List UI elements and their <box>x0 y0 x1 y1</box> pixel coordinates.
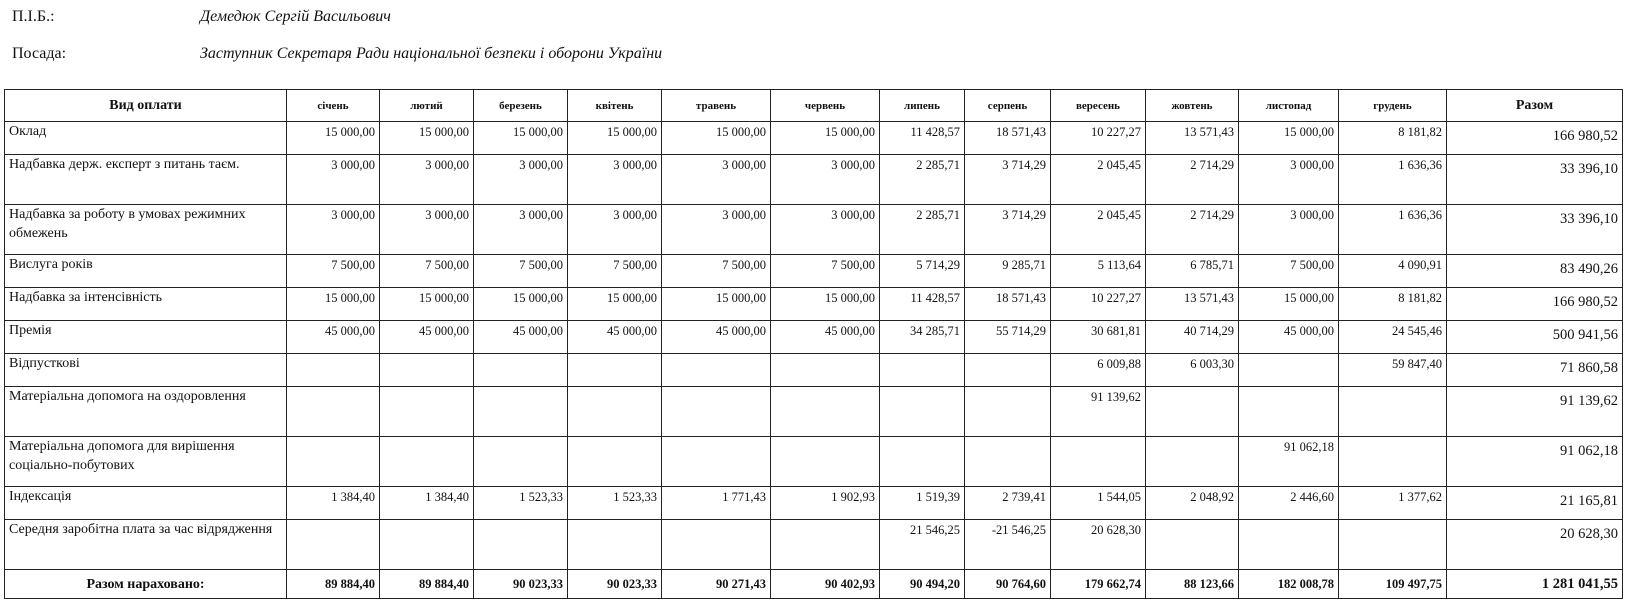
row-label: Вислуга років <box>5 255 287 288</box>
position-label: Посада: <box>12 45 67 62</box>
month-value-cell: 3 000,00 <box>771 155 880 205</box>
month-value-cell: 1 384,40 <box>380 487 474 520</box>
month-value-cell <box>880 387 965 437</box>
row-label: Премія <box>5 321 287 354</box>
month-value-cell <box>380 354 474 387</box>
month-value-cell: 3 000,00 <box>287 155 380 205</box>
month-value-cell: 7 500,00 <box>380 255 474 288</box>
month-value-cell: 45 000,00 <box>771 321 880 354</box>
row-total-cell: 21 165,81 <box>1447 487 1623 520</box>
month-value-cell: 2 285,71 <box>880 205 965 255</box>
month-value-cell: 15 000,00 <box>662 122 771 155</box>
month-value-cell: 15 000,00 <box>1239 288 1339 321</box>
month-value-cell <box>474 387 568 437</box>
row-total-cell: 166 980,52 <box>1447 122 1623 155</box>
summary-month-cell: 90 764,60 <box>965 570 1051 599</box>
month-value-cell <box>880 354 965 387</box>
month-value-cell: 1 771,43 <box>662 487 771 520</box>
month-value-cell: 15 000,00 <box>287 288 380 321</box>
month-value-cell: 7 500,00 <box>1239 255 1339 288</box>
table-row <box>5 155 1623 205</box>
month-value-cell: 11 428,57 <box>880 122 965 155</box>
month-value-cell: 15 000,00 <box>1239 122 1339 155</box>
month-value-cell: 15 000,00 <box>380 122 474 155</box>
month-value-cell: 1 523,33 <box>568 487 662 520</box>
month-value-cell: 8 181,82 <box>1339 288 1447 321</box>
month-value-cell: 15 000,00 <box>380 288 474 321</box>
month-value-cell: 2 048,92 <box>1146 487 1239 520</box>
month-value-cell: 3 714,29 <box>965 155 1051 205</box>
row-total-cell: 33 396,10 <box>1447 155 1623 205</box>
month-value-cell: 7 500,00 <box>662 255 771 288</box>
col-header-payment-type: Вид оплати <box>5 90 287 122</box>
month-value-cell: 2 714,29 <box>1146 155 1239 205</box>
summary-month-cell: 90 271,43 <box>662 570 771 599</box>
month-value-cell: 13 571,43 <box>1146 288 1239 321</box>
month-value-cell: 3 000,00 <box>662 205 771 255</box>
month-value-cell: 7 500,00 <box>287 255 380 288</box>
month-value-cell: 3 000,00 <box>771 205 880 255</box>
row-total-cell: 83 490,26 <box>1447 255 1623 288</box>
col-header-month: травень <box>662 90 771 122</box>
month-value-cell <box>568 354 662 387</box>
row-total-cell: 500 941,56 <box>1447 321 1623 354</box>
table-row <box>5 437 1623 487</box>
month-value-cell: 15 000,00 <box>287 122 380 155</box>
month-value-cell <box>1339 520 1447 570</box>
month-value-cell <box>1239 520 1339 570</box>
month-value-cell: 8 181,82 <box>1339 122 1447 155</box>
summary-row <box>5 570 1623 599</box>
row-label: Відпусткові <box>5 354 287 387</box>
row-label: Середня заробітна плата за час відрядження <box>5 520 287 570</box>
summary-month-cell: 89 884,40 <box>287 570 380 599</box>
month-value-cell <box>880 437 965 487</box>
row-label: Надбавка за інтенсівність <box>5 288 287 321</box>
month-value-cell <box>771 387 880 437</box>
month-value-cell <box>1339 437 1447 487</box>
month-value-cell: 10 227,27 <box>1051 288 1146 321</box>
month-value-cell <box>287 520 380 570</box>
month-value-cell: 6 009,88 <box>1051 354 1146 387</box>
month-value-cell: 1 377,62 <box>1339 487 1447 520</box>
table-row <box>5 255 1623 288</box>
col-header-month: серпень <box>965 90 1051 122</box>
month-value-cell <box>380 520 474 570</box>
month-value-cell: 1 384,40 <box>287 487 380 520</box>
month-value-cell: 1 544,05 <box>1051 487 1146 520</box>
col-header-month: лютий <box>380 90 474 122</box>
row-total-cell: 166 980,52 <box>1447 288 1623 321</box>
col-header-month: листопад <box>1239 90 1339 122</box>
summary-month-cell: 90 494,20 <box>880 570 965 599</box>
month-value-cell: 3 000,00 <box>568 155 662 205</box>
month-value-cell: 2 446,60 <box>1239 487 1339 520</box>
month-value-cell: 3 000,00 <box>1239 205 1339 255</box>
month-value-cell <box>662 354 771 387</box>
table-row <box>5 387 1623 437</box>
position-row <box>12 45 662 63</box>
month-value-cell: 20 628,30 <box>1051 520 1146 570</box>
col-header-month: квітень <box>568 90 662 122</box>
month-value-cell <box>380 387 474 437</box>
summary-month-cell: 90 023,33 <box>568 570 662 599</box>
grand-total-cell: 1 281 041,55 <box>1447 570 1623 599</box>
month-value-cell: 18 571,43 <box>965 288 1051 321</box>
month-value-cell: 40 714,29 <box>1146 321 1239 354</box>
month-value-cell: 1 519,39 <box>880 487 965 520</box>
summary-month-cell: 90 402,93 <box>771 570 880 599</box>
row-total-cell: 20 628,30 <box>1447 520 1623 570</box>
month-value-cell: 2 045,45 <box>1051 205 1146 255</box>
month-value-cell: 59 847,40 <box>1339 354 1447 387</box>
month-value-cell: 1 636,36 <box>1339 155 1447 205</box>
month-value-cell: 4 090,91 <box>1339 255 1447 288</box>
col-header-month: червень <box>771 90 880 122</box>
summary-month-cell: 90 023,33 <box>474 570 568 599</box>
month-value-cell: 7 500,00 <box>474 255 568 288</box>
month-value-cell <box>1339 387 1447 437</box>
row-label: Індексація <box>5 487 287 520</box>
month-value-cell: 45 000,00 <box>380 321 474 354</box>
month-value-cell: 30 681,81 <box>1051 321 1146 354</box>
month-value-cell <box>662 437 771 487</box>
month-value-cell: 13 571,43 <box>1146 122 1239 155</box>
month-value-cell <box>1239 387 1339 437</box>
summary-month-cell: 89 884,40 <box>380 570 474 599</box>
month-value-cell: 5 714,29 <box>880 255 965 288</box>
month-value-cell: 3 714,29 <box>965 205 1051 255</box>
month-value-cell: 34 285,71 <box>880 321 965 354</box>
row-label: Надбавка держ. експерт з питань таєм. <box>5 155 287 205</box>
summary-month-cell: 182 008,78 <box>1239 570 1339 599</box>
month-value-cell: 9 285,71 <box>965 255 1051 288</box>
month-value-cell: 6 785,71 <box>1146 255 1239 288</box>
row-label: Матеріальна допомога на оздоровлення <box>5 387 287 437</box>
month-value-cell: 45 000,00 <box>568 321 662 354</box>
summary-month-cell: 179 662,74 <box>1051 570 1146 599</box>
month-value-cell <box>1146 387 1239 437</box>
month-value-cell: 91 139,62 <box>1051 387 1146 437</box>
table-row <box>5 288 1623 321</box>
month-value-cell: 2 285,71 <box>880 155 965 205</box>
col-header-total: Разом <box>1447 90 1623 122</box>
month-value-cell <box>1146 520 1239 570</box>
month-value-cell: 3 000,00 <box>380 205 474 255</box>
month-value-cell: 7 500,00 <box>568 255 662 288</box>
month-value-cell <box>474 437 568 487</box>
month-value-cell: 6 003,30 <box>1146 354 1239 387</box>
month-value-cell: 3 000,00 <box>662 155 771 205</box>
table-row <box>5 321 1623 354</box>
payment-table <box>4 89 1623 599</box>
month-value-cell: 15 000,00 <box>474 288 568 321</box>
month-value-cell: 11 428,57 <box>880 288 965 321</box>
month-value-cell: 3 000,00 <box>287 205 380 255</box>
month-value-cell: 15 000,00 <box>771 288 880 321</box>
month-value-cell: 45 000,00 <box>474 321 568 354</box>
month-value-cell <box>662 387 771 437</box>
row-total-cell: 91 139,62 <box>1447 387 1623 437</box>
month-value-cell: 3 000,00 <box>568 205 662 255</box>
month-value-cell <box>662 520 771 570</box>
month-value-cell <box>965 437 1051 487</box>
col-header-month: березень <box>474 90 568 122</box>
table-row <box>5 354 1623 387</box>
month-value-cell <box>771 520 880 570</box>
month-value-cell <box>380 437 474 487</box>
month-value-cell: -21 546,25 <box>965 520 1051 570</box>
month-value-cell <box>474 354 568 387</box>
month-value-cell <box>1051 437 1146 487</box>
table-row <box>5 520 1623 570</box>
month-value-cell <box>771 354 880 387</box>
month-value-cell: 15 000,00 <box>568 122 662 155</box>
month-value-cell: 7 500,00 <box>771 255 880 288</box>
month-value-cell: 3 000,00 <box>380 155 474 205</box>
name-value: Демедюк Сергій Васильович <box>200 8 391 25</box>
month-value-cell: 15 000,00 <box>662 288 771 321</box>
month-value-cell: 24 545,46 <box>1339 321 1447 354</box>
col-header-month: грудень <box>1339 90 1447 122</box>
table-row <box>5 205 1623 255</box>
month-value-cell: 1 902,93 <box>771 487 880 520</box>
col-header-month: жовтень <box>1146 90 1239 122</box>
month-value-cell: 3 000,00 <box>474 155 568 205</box>
name-label: П.І.Б.: <box>12 8 55 25</box>
col-header-month: січень <box>287 90 380 122</box>
table-row <box>5 487 1623 520</box>
month-value-cell: 2 739,41 <box>965 487 1051 520</box>
month-value-cell: 18 571,43 <box>965 122 1051 155</box>
month-value-cell <box>1146 437 1239 487</box>
month-value-cell: 15 000,00 <box>568 288 662 321</box>
name-row <box>12 8 391 26</box>
month-value-cell <box>1239 354 1339 387</box>
month-value-cell <box>568 437 662 487</box>
month-value-cell: 2 714,29 <box>1146 205 1239 255</box>
row-label: Матеріальна допомога для вирішення соціально-побутових <box>5 437 287 487</box>
month-value-cell <box>287 354 380 387</box>
table-header-row <box>5 90 1623 122</box>
month-value-cell: 5 113,64 <box>1051 255 1146 288</box>
row-label: Оклад <box>5 122 287 155</box>
month-value-cell: 3 000,00 <box>474 205 568 255</box>
row-total-cell: 91 062,18 <box>1447 437 1623 487</box>
month-value-cell <box>568 387 662 437</box>
month-value-cell <box>965 354 1051 387</box>
row-total-cell: 71 860,58 <box>1447 354 1623 387</box>
position-value: Заступник Секретаря Ради національної безпеки і оборони України <box>200 45 663 62</box>
col-header-month: вересень <box>1051 90 1146 122</box>
row-total-cell: 33 396,10 <box>1447 205 1623 255</box>
month-value-cell: 10 227,27 <box>1051 122 1146 155</box>
month-value-cell <box>287 387 380 437</box>
month-value-cell: 45 000,00 <box>1239 321 1339 354</box>
month-value-cell: 3 000,00 <box>1239 155 1339 205</box>
summary-month-cell: 109 497,75 <box>1339 570 1447 599</box>
month-value-cell <box>965 387 1051 437</box>
month-value-cell: 45 000,00 <box>662 321 771 354</box>
month-value-cell: 15 000,00 <box>474 122 568 155</box>
summary-month-cell: 88 123,66 <box>1146 570 1239 599</box>
month-value-cell: 45 000,00 <box>287 321 380 354</box>
month-value-cell: 91 062,18 <box>1239 437 1339 487</box>
month-value-cell <box>474 520 568 570</box>
month-value-cell <box>287 437 380 487</box>
row-label: Надбавка за роботу в умовах режимних обмежень <box>5 205 287 255</box>
month-value-cell: 55 714,29 <box>965 321 1051 354</box>
col-header-month: липень <box>880 90 965 122</box>
summary-label: Разом нараховано: <box>5 570 287 599</box>
month-value-cell: 2 045,45 <box>1051 155 1146 205</box>
month-value-cell: 15 000,00 <box>771 122 880 155</box>
month-value-cell: 1 523,33 <box>474 487 568 520</box>
month-value-cell <box>568 520 662 570</box>
month-value-cell: 21 546,25 <box>880 520 965 570</box>
month-value-cell <box>771 437 880 487</box>
month-value-cell: 1 636,36 <box>1339 205 1447 255</box>
table-row <box>5 122 1623 155</box>
